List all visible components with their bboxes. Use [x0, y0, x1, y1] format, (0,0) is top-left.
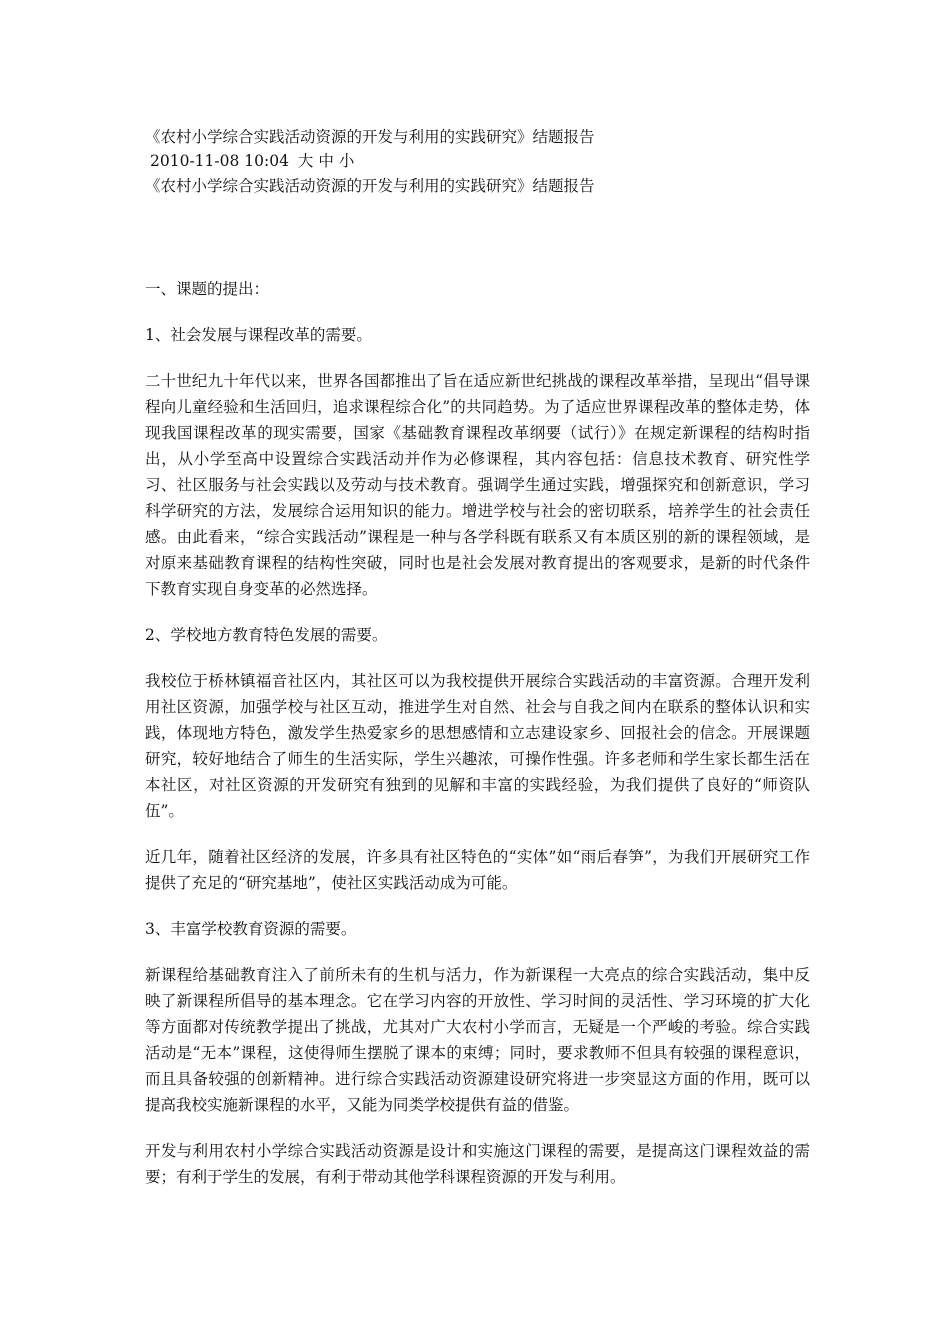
item-heading: 2、学校地方教育特色发展的需要。 [145, 626, 388, 644]
font-size-large-link[interactable]: 大 [297, 152, 314, 170]
paragraph: 开发与利用农村小学综合实践活动资源是设计和实施这门课程的需要，是提高这门课程效益的需要；有利于学生的发展，有利于带动其他学科课程资源的开发与利用。 [145, 1142, 810, 1186]
article-subtitle: 《农村小学综合实践活动资源的开发与利用的实践研究》结题报告 [145, 177, 595, 195]
article-meta [150, 151, 354, 171]
paragraph: 新课程给基础教育注入了前所未有的生机与活力，作为新课程一大亮点的综合实践活动，集中反映了新课程所倡导的基本理念。它在学习内容的开放性、学习时间的灵活性、学习环境的扩大化等方面都对传统教学提出了挑战，尤其对广大农村小学而言，无疑是一个严峻的考验。综合实践活动是“无本”课程，这使得师生摆脱了课本的束缚；同时，要求教师不但具有较强的课程意识，而且具备较强的创新精神。进行综合实践活动资源建设研究将进一步突显这方面的作用，既可以提高我校实施新课程的水平，又能为同类学校提供有益的借鉴。 [145, 966, 810, 1114]
publish-date: 2010-11-08 10:04 [150, 152, 289, 170]
font-size-small-link[interactable]: 小 [338, 152, 355, 170]
item-heading: 1、社会发展与课程改革的需要。 [145, 326, 372, 344]
article-title: 《农村小学综合实践活动资源的开发与利用的实践研究》结题报告 [145, 128, 595, 146]
paragraph: 近几年，随着社区经济的发展，许多具有社区特色的“实体”如“雨后春笋”，为我们开展研究工作提供了充足的“研究基地”，使社区实践活动成为可能。 [145, 848, 810, 892]
section-heading: 一、课题的提出： [145, 280, 270, 298]
item-heading: 3、丰富学校教育资源的需要。 [145, 920, 357, 938]
article-body [145, 276, 810, 1210]
font-size-medium-link[interactable]: 中 [318, 152, 334, 170]
paragraph: 二十世纪九十年代以来，世界各国都推出了旨在适应新世纪挑战的课程改革举措，呈现出“倡导课程向儿童经验和生活回归，追求课程综合化”的共同趋势。为了适应世界课程改革的整体走势，体现我国课程改革的现实需要，国家《基础教育课程改革纲要（试行）》在规定新课程的结构时指出，从小学至高中设置综合实践活动并作为必修课程，其内容包括：信息技术教育、研究性学习、社区服务与社会实践以及劳动与技术教育。强调学生通过实践，增强探究和创新意识，学习科学研究的方法，发展综合运用知识的能力。增进学校与社会的密切联系，培养学生的社会责任感。由此看来，“综合实践活动”课程是一种与各学科既有联系又有本质区别的新的课程领域，是对原来基础教育课程的结构性突破，同时也是社会发展对教育提出的客观要求，是新的时代条件下教育实现自身变革的必然选择。 [145, 372, 810, 598]
paragraph: 我校位于桥林镇福音社区内，其社区可以为我校提供开展综合实践活动的丰富资源。合理开发利用社区资源，加强学校与社区互动，推进学生对自然、社会与自我之间内在联系的整体认识和实践，体现地方特色，激发学生热爱家乡的思想感情和立志建设家乡、回报社会的信念。开展课题研究，较好地结合了师生的生活实际，学生兴趣浓，可操作性强。许多老师和学生家长都生活在本社区，对社区资源的开发研究有独到的见解和丰富的实践经验，为我们提供了良好的“师资队伍”。 [145, 672, 810, 820]
